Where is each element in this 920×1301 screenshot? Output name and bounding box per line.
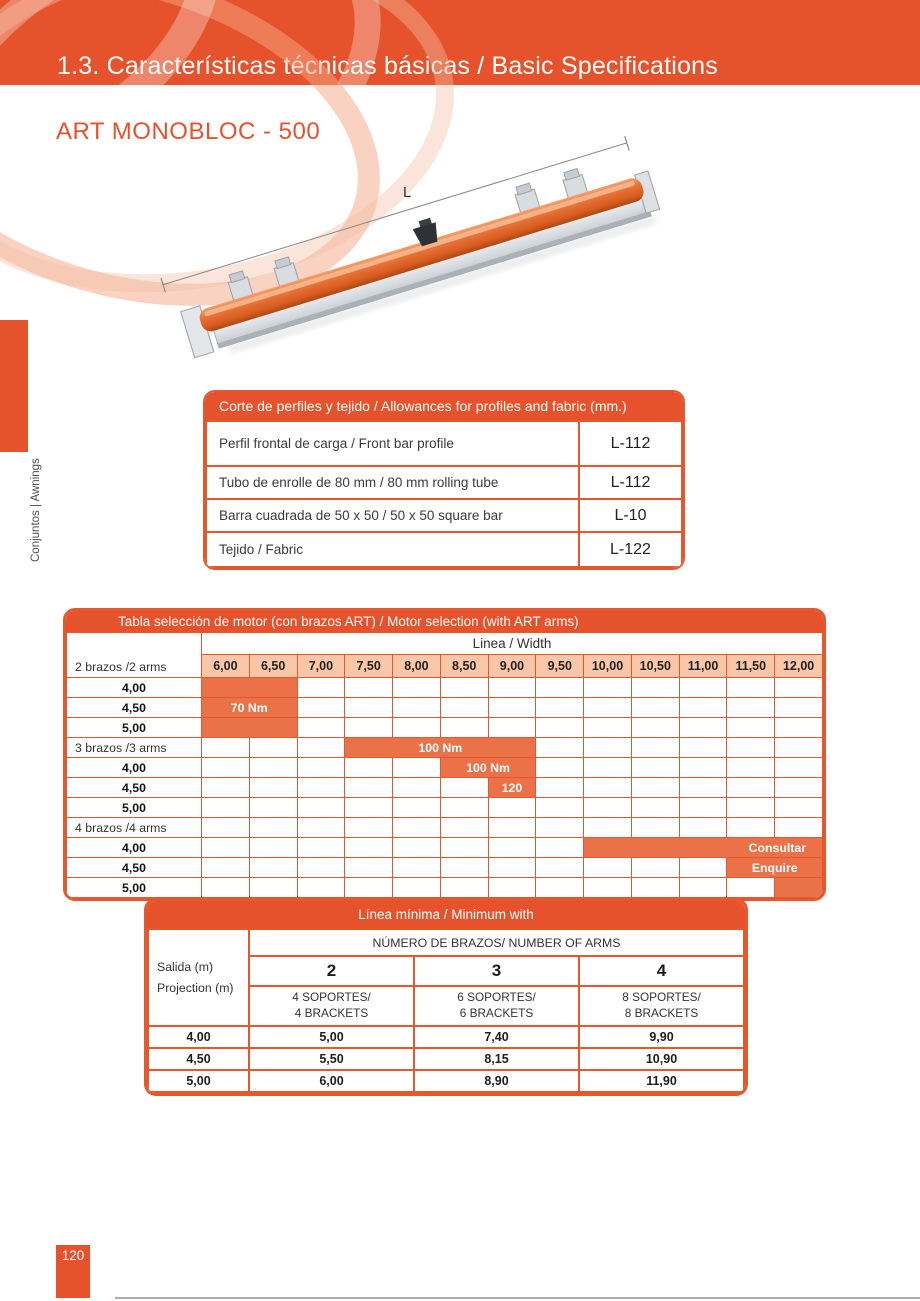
linea-width-header: Linea / Width — [202, 633, 823, 655]
section-title: 1.3. Características técnicas básicas / Basic Specifications — [57, 52, 718, 80]
motor-cell — [249, 818, 297, 838]
motor-cell — [345, 718, 393, 738]
motor-cell — [775, 778, 823, 798]
motor-cell — [440, 718, 488, 738]
motor-cell — [775, 698, 823, 718]
allowances-table-title: Corte de perfiles y tejido / Allowances for profiles and fabric (mm.) — [205, 392, 683, 420]
motor-cell — [393, 858, 441, 878]
motor-row-label: 4,00 — [67, 758, 202, 778]
motor-cell — [297, 798, 345, 818]
allowances-table — [203, 390, 685, 570]
arms-corner-header: 2 brazos /2 arms — [67, 633, 202, 678]
motor-cell — [297, 738, 345, 758]
motor-table-title: Tabla selección de motor (con brazos ART) / Motor selection (with ART arms) — [66, 611, 823, 632]
motor-cell — [584, 778, 632, 798]
motor-cell — [249, 838, 297, 858]
motor-cell — [631, 738, 679, 758]
motor-cell — [202, 838, 250, 858]
motor-cell — [536, 758, 584, 778]
motor-cell — [536, 798, 584, 818]
table-row — [206, 466, 682, 499]
motor-cell — [727, 718, 775, 738]
motor-row-label: 4,50 — [67, 858, 202, 878]
motor-row — [67, 798, 823, 818]
motor-cell — [202, 858, 250, 878]
table-row — [206, 421, 682, 466]
page-title: ART MONOBLOC - 500 — [56, 118, 321, 145]
min-line-value: 8,90 — [414, 1070, 579, 1092]
motor-cell — [536, 698, 584, 718]
min-line-value: 6,00 — [249, 1070, 414, 1092]
motor-cell — [679, 758, 727, 778]
motor-cell — [202, 818, 250, 838]
arm-count: 2 — [249, 956, 414, 986]
motor-cell — [631, 798, 679, 818]
motor-cell — [440, 858, 488, 878]
width-col-header: 6,50 — [249, 655, 297, 678]
motor-cell — [679, 798, 727, 818]
motor-cell — [393, 758, 441, 778]
header-band — [0, 0, 920, 85]
brackets-line: 6 SOPORTES/ — [457, 990, 536, 1005]
page-number: 120 — [61, 1248, 85, 1263]
motor-filled-cell — [202, 718, 298, 738]
motor-cell — [488, 818, 536, 838]
motor-cell — [440, 698, 488, 718]
motor-filled-cell — [775, 878, 823, 898]
motor-cell — [775, 798, 823, 818]
section-color-tab — [0, 320, 28, 452]
motor-cell — [297, 678, 345, 698]
motor-cell — [536, 878, 584, 898]
motor-cell — [488, 798, 536, 818]
motor-cell — [249, 778, 297, 798]
motor-cell — [727, 778, 775, 798]
motor-cell — [584, 698, 632, 718]
min-line-value: 8,15 — [414, 1048, 579, 1070]
motor-cell — [393, 878, 441, 898]
motor-cell — [345, 698, 393, 718]
projection-value: 4,00 — [148, 1026, 249, 1048]
motor-cell — [631, 778, 679, 798]
motor-cell — [345, 818, 393, 838]
motor-cell — [345, 878, 393, 898]
brackets-cell — [249, 986, 414, 1026]
motor-cell — [727, 678, 775, 698]
motor-row-label: 4 brazos /4 arms — [67, 818, 202, 838]
motor-cell — [488, 718, 536, 738]
motor-cell — [202, 878, 250, 898]
brackets-cell — [414, 986, 579, 1026]
motor-cell — [584, 798, 632, 818]
motor-cell — [345, 858, 393, 878]
motor-row — [67, 758, 823, 778]
allowance-value: L-112 — [579, 466, 682, 499]
brackets-line: 4 BRACKETS — [294, 1006, 369, 1020]
motor-filled-cell — [202, 678, 298, 698]
motor-torque-cell: 100 Nm — [345, 738, 536, 758]
allowance-value: L-112 — [579, 421, 682, 466]
motor-cell — [679, 778, 727, 798]
projection-header-en: Projection (m) — [157, 981, 234, 995]
motor-cell — [202, 778, 250, 798]
motor-cell — [584, 758, 632, 778]
motor-cell — [488, 838, 536, 858]
motor-cell — [393, 678, 441, 698]
motor-cell — [440, 818, 488, 838]
motor-row — [67, 698, 823, 718]
motor-cell — [727, 818, 775, 838]
motor-cell — [536, 818, 584, 838]
motor-cell — [297, 698, 345, 718]
motor-row-label: 4,50 — [67, 778, 202, 798]
motor-cell — [345, 678, 393, 698]
motor-row-label: 4,00 — [67, 838, 202, 858]
motor-cell — [249, 758, 297, 778]
width-col-header: 8,00 — [393, 655, 441, 678]
motor-cell — [631, 878, 679, 898]
motor-cell — [584, 678, 632, 698]
projection-value: 5,00 — [148, 1070, 249, 1092]
motor-row — [67, 718, 823, 738]
motor-cell — [631, 698, 679, 718]
motor-cell — [584, 878, 632, 898]
motor-cell — [727, 758, 775, 778]
motor-cell — [631, 758, 679, 778]
motor-cell — [345, 838, 393, 858]
motor-row-label: 4,50 — [67, 698, 202, 718]
min-line-value: 7,40 — [414, 1026, 579, 1048]
motor-cell — [345, 798, 393, 818]
width-col-header: 6,00 — [202, 655, 250, 678]
motor-cell — [345, 758, 393, 778]
min-line-value: 9,90 — [579, 1026, 744, 1048]
motor-cell — [393, 798, 441, 818]
motor-cell — [536, 858, 584, 878]
motor-cell — [249, 878, 297, 898]
motor-cell — [584, 738, 632, 758]
page-number-tab — [56, 1245, 90, 1298]
motor-cell — [679, 698, 727, 718]
projection-header-es: Salida (m) — [157, 960, 214, 974]
motor-cell — [536, 778, 584, 798]
motor-cell — [488, 878, 536, 898]
motor-cell — [440, 778, 488, 798]
motor-cell — [775, 718, 823, 738]
motor-cell — [631, 818, 679, 838]
motor-cell — [679, 858, 727, 878]
width-col-header: 10,00 — [584, 655, 632, 678]
motor-row — [67, 858, 823, 878]
table-row — [148, 1070, 744, 1092]
motor-cell — [297, 778, 345, 798]
motor-cell — [679, 878, 727, 898]
motor-cell — [393, 698, 441, 718]
dimension-tick-left — [161, 278, 165, 292]
projection-value: 4,50 — [148, 1048, 249, 1070]
motor-cell — [679, 678, 727, 698]
motor-cell — [727, 878, 775, 898]
motor-row-label: 3 brazos /3 arms — [67, 738, 202, 758]
motor-cell — [775, 738, 823, 758]
motor-cell — [297, 838, 345, 858]
motor-cell — [727, 698, 775, 718]
width-col-header: 7,00 — [297, 655, 345, 678]
motor-cell — [584, 818, 632, 838]
motor-cell — [297, 818, 345, 838]
page-bottom-edge — [115, 1297, 920, 1299]
motor-cell — [393, 778, 441, 798]
motor-cell — [679, 818, 727, 838]
brackets-cell — [579, 986, 744, 1026]
number-of-arms-header: NÚMERO DE BRAZOS/ NUMBER OF ARMS — [249, 929, 744, 956]
motor-cell — [249, 858, 297, 878]
motor-row — [67, 778, 823, 798]
min-line-value: 5,50 — [249, 1048, 414, 1070]
dimension-label: L — [403, 184, 412, 201]
motor-torque-cell: Consultar — [584, 838, 823, 858]
motor-cell — [202, 758, 250, 778]
motor-row — [67, 878, 823, 898]
width-col-header: 11,50 — [727, 655, 775, 678]
min-line-value: 11,90 — [579, 1070, 744, 1092]
minimum-table-title: Línea mínima / Minimum with — [147, 901, 745, 928]
motor-cell — [297, 718, 345, 738]
motor-row-label: 5,00 — [67, 878, 202, 898]
motor-torque-cell: Enquire — [727, 858, 823, 878]
motor-cell — [727, 798, 775, 818]
motor-row — [67, 678, 823, 698]
motor-torque-cell: 100 Nm — [440, 758, 536, 778]
motor-cell — [536, 718, 584, 738]
motor-row-label: 5,00 — [67, 798, 202, 818]
motor-cell — [488, 858, 536, 878]
motor-cell — [393, 838, 441, 858]
motor-row — [67, 838, 823, 858]
allowance-value: L-10 — [579, 499, 682, 532]
motor-cell — [297, 758, 345, 778]
width-col-header: 7,50 — [345, 655, 393, 678]
allowance-label: Perfil frontal de carga / Front bar profile — [206, 421, 579, 466]
motor-cell — [775, 678, 823, 698]
motor-selection-table — [63, 608, 826, 901]
product-illustration — [160, 135, 690, 380]
motor-cell — [536, 678, 584, 698]
motor-cell — [679, 718, 727, 738]
motor-torque-cell: 120 — [488, 778, 536, 798]
allowance-label: Barra cuadrada de 50 x 50 / 50 x 50 square bar — [206, 499, 579, 532]
motor-cell — [584, 718, 632, 738]
motor-row — [67, 738, 823, 758]
width-col-header: 9,00 — [488, 655, 536, 678]
motor-cell — [202, 798, 250, 818]
sidebar-category-label: Conjuntos | Awnings — [30, 458, 42, 562]
motor-row-label: 5,00 — [67, 718, 202, 738]
motor-row — [67, 818, 823, 838]
width-col-header: 8,50 — [440, 655, 488, 678]
brackets-line: 8 SOPORTES/ — [622, 990, 701, 1005]
brackets-line: 6 BRACKETS — [459, 1006, 534, 1020]
motor-cell — [631, 718, 679, 738]
table-row — [148, 1048, 744, 1070]
motor-cell — [631, 858, 679, 878]
arm-count: 3 — [414, 956, 579, 986]
motor-cell — [393, 718, 441, 738]
table-row — [206, 499, 682, 532]
motor-cell — [536, 738, 584, 758]
motor-cell — [440, 878, 488, 898]
min-line-value: 10,90 — [579, 1048, 744, 1070]
brackets-line: 4 SOPORTES/ — [292, 990, 371, 1005]
arms-header-row — [148, 929, 744, 956]
motor-cell — [536, 838, 584, 858]
width-col-header: 12,00 — [775, 655, 823, 678]
allowance-label: Tubo de enrolle de 80 mm / 80 mm rolling tube — [206, 466, 579, 499]
minimum-line-table — [144, 898, 748, 1096]
table-row — [148, 1026, 744, 1048]
motor-torque-cell: 70 Nm — [202, 698, 298, 718]
motor-cell — [488, 698, 536, 718]
width-col-header: 10,50 — [631, 655, 679, 678]
motor-cell — [775, 818, 823, 838]
motor-cell — [631, 678, 679, 698]
motor-cell — [440, 678, 488, 698]
motor-cell — [775, 758, 823, 778]
motor-cell — [297, 878, 345, 898]
motor-cell — [488, 678, 536, 698]
allowance-value: L-122 — [579, 532, 682, 567]
motor-cell — [727, 738, 775, 758]
motor-cell — [345, 778, 393, 798]
motor-cell — [584, 858, 632, 878]
min-line-value: 5,00 — [249, 1026, 414, 1048]
motor-cell — [393, 818, 441, 838]
motor-row-label: 4,00 — [67, 678, 202, 698]
projection-header — [148, 929, 249, 1026]
motor-cell — [249, 738, 297, 758]
width-col-header: 11,00 — [679, 655, 727, 678]
motor-cell — [440, 838, 488, 858]
table-row — [206, 532, 682, 567]
motor-cell — [249, 798, 297, 818]
motor-cell — [679, 738, 727, 758]
motor-cell — [440, 798, 488, 818]
arm-count: 4 — [579, 956, 744, 986]
monobloc-assembly — [161, 135, 663, 367]
motor-cell — [202, 738, 250, 758]
brackets-line: 8 BRACKETS — [624, 1006, 699, 1020]
width-col-header: 9,50 — [536, 655, 584, 678]
width-header-row — [67, 633, 823, 655]
allowance-label: Tejido / Fabric — [206, 532, 579, 567]
motor-cell — [297, 858, 345, 878]
